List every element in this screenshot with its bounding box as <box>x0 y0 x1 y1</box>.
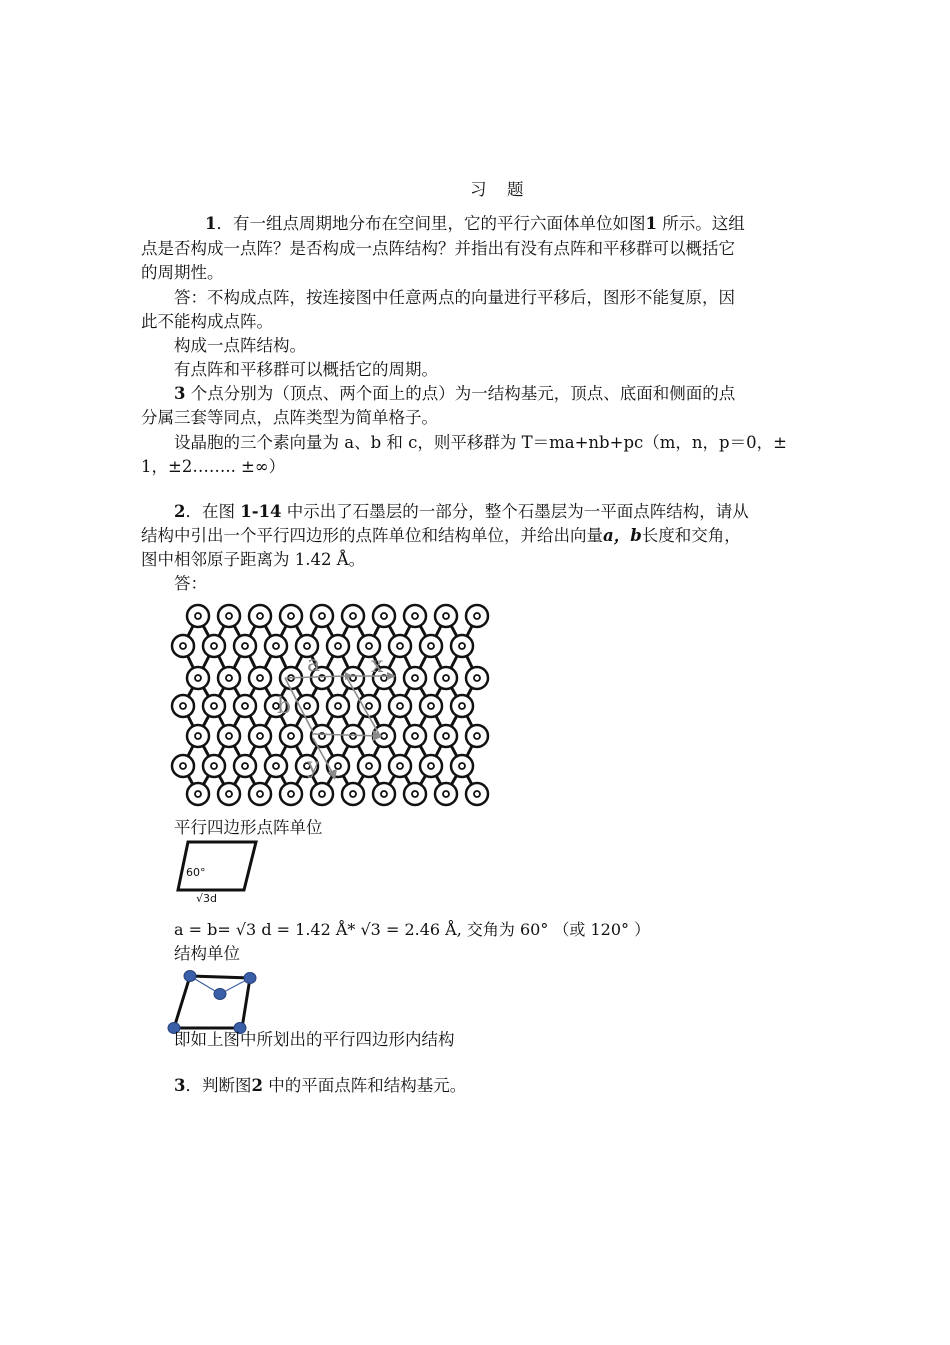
q2-vectors: a，b <box>603 526 642 545</box>
atom-center-dot <box>412 733 418 739</box>
atom-center-dot <box>226 675 232 681</box>
atom-center-dot <box>474 733 480 739</box>
atom-center-dot <box>412 791 418 797</box>
atom-center-dot <box>257 791 263 797</box>
atom-center-dot <box>242 643 248 649</box>
atom-center-dot <box>226 613 232 619</box>
atom-center-dot <box>474 791 480 797</box>
atom-center-dot <box>242 703 248 709</box>
atom-center-dot <box>443 675 449 681</box>
atom-center-dot <box>180 763 186 769</box>
atom-center-dot <box>195 613 201 619</box>
label-b: b <box>277 694 292 719</box>
atom-center-dot <box>474 613 480 619</box>
structure-note: 即如上图中所划出的平行四边形内结构 <box>174 1030 455 1049</box>
atom-center-dot <box>180 703 186 709</box>
structure-unit-label: 结构单位 <box>174 944 240 963</box>
q1-answer-5 <box>174 382 735 406</box>
atom-center-dot <box>350 613 356 619</box>
atom-center-dot <box>428 763 434 769</box>
atom-center-dot <box>366 643 372 649</box>
atom-center-dot <box>443 791 449 797</box>
q2-fig-ref: 1-14 <box>240 502 282 521</box>
q2-number: 2 <box>174 502 186 521</box>
atom-center-dot <box>381 613 387 619</box>
q1-line3: 的周期性。 <box>141 263 224 282</box>
atom-center-dot <box>474 675 480 681</box>
atom-center-dot <box>459 643 465 649</box>
q1-answer-5-text: 个点分别为（顶点、两个面上的点）为一结构基元，顶点、底面和侧面的点 <box>190 384 736 403</box>
q1-line1-end: 所示。这组 <box>662 214 745 233</box>
q1-answer-6: 分属三套等同点，点阵类型为简单格子。 <box>141 408 438 427</box>
atom-center-dot <box>397 763 403 769</box>
atom-center-dot <box>335 703 341 709</box>
atom-center-dot <box>335 763 341 769</box>
label-a: a <box>307 652 321 677</box>
atom-center-dot <box>366 763 372 769</box>
atom-center-dot <box>443 613 449 619</box>
atom-center-dot <box>195 733 201 739</box>
q1-line1-text: ．有一组点周期地分布在空间里，它的平行六面体单位如图 <box>216 214 646 233</box>
q1-line2: 点是否构成一点阵？是否构成一点阵结构？并指出有没有点阵和平移群可以概括它 <box>141 239 735 258</box>
atom-center-dot <box>459 703 465 709</box>
q2-line3: 图中相邻原子距离为 1.42 Å。 <box>141 550 366 569</box>
atom-center-dot <box>397 643 403 649</box>
atom-center-dot <box>412 613 418 619</box>
atom-center-dot <box>381 791 387 797</box>
atom-center-dot <box>428 703 434 709</box>
q3-text-end: 中的平面点阵和结构基元。 <box>268 1076 467 1095</box>
atom-center-dot <box>443 733 449 739</box>
atom-center-dot <box>211 703 217 709</box>
lattice-unit-parallelogram <box>176 838 276 908</box>
q2-line2-text: 结构中引出一个平行四边形的点阵单位和结构单位，并给出向量 <box>141 526 603 545</box>
atom-center-dot <box>195 675 201 681</box>
q2-answer-label: 答： <box>174 574 207 593</box>
q1-line1 <box>205 212 745 236</box>
q1-answer-1: 答：不构成点阵，按连接图中任意两点的向量进行平移后，图形不能复原，因 <box>174 288 735 307</box>
structure-unit-figure <box>166 966 266 1036</box>
q3-text: ．判断图 <box>185 1076 252 1095</box>
atom-center-dot <box>226 791 232 797</box>
atom-center-dot <box>257 675 263 681</box>
atom-center-dot <box>195 791 201 797</box>
q1-answer-2: 此不能构成点阵。 <box>141 312 273 331</box>
q1-answer-4: 有点阵和平移群可以概括它的周期。 <box>174 360 438 379</box>
atom-center-dot <box>242 763 248 769</box>
atom-top-left <box>184 971 196 982</box>
atom-center-dot <box>350 791 356 797</box>
atom-center-dot <box>335 643 341 649</box>
atom-center-dot <box>226 733 232 739</box>
atom-center-dot <box>273 763 279 769</box>
atom-center-dot <box>211 763 217 769</box>
q1-answer-5-num: 3 <box>174 384 186 403</box>
atom-center-dot <box>412 675 418 681</box>
atom-center-dot <box>304 703 310 709</box>
q1-fig-ref: 1 <box>645 214 657 233</box>
atom-center-dot <box>459 763 465 769</box>
q1-number: 1 <box>205 214 217 233</box>
atom-center-dot <box>257 613 263 619</box>
atom-center-dot <box>288 733 294 739</box>
q2-line1 <box>174 500 749 524</box>
q1-answer-3: 构成一点阵结构。 <box>174 336 306 355</box>
q2-line1b: 中示出了石墨层的一部分，整个石墨层为一平面点阵结构，请从 <box>286 502 749 521</box>
graphite-layer-figure <box>175 598 495 808</box>
atom-center-dot <box>288 613 294 619</box>
q2-line1a: ．在图 <box>185 502 235 521</box>
q3-number: 3 <box>174 1076 186 1095</box>
q3-fig-ref: 2 <box>251 1076 263 1095</box>
atom-center-dot <box>273 643 279 649</box>
q1-answer-8: 1，±2…….. ±∞） <box>141 457 286 476</box>
side-label: √3d <box>196 892 217 905</box>
q2-line2-end: 长度和交角， <box>641 526 741 545</box>
angle-label: 60° <box>186 866 206 879</box>
page-title: 习 题 <box>470 180 526 199</box>
label-x: x <box>371 653 384 678</box>
atom-center-dot <box>257 733 263 739</box>
atom-center-dot <box>366 703 372 709</box>
atom-center-dot <box>319 791 325 797</box>
label-y: y <box>307 754 320 779</box>
atom-center-dot <box>211 643 217 649</box>
atom-center <box>214 989 226 1000</box>
q1-answer-7: 设晶胞的三个素向量为 a、b 和 c，则平移群为 T＝ma+nb+pc（m，n，p＝0，± <box>174 433 787 452</box>
q3-line <box>174 1074 466 1098</box>
q2-line2 <box>141 524 741 548</box>
atom-center-dot <box>319 613 325 619</box>
atom-center-dot <box>288 791 294 797</box>
lattice-formula: a = b= √3 d = 1.42 Å* √3 = 2.46 Å, 交角为 60° （或 120° ） <box>174 920 651 939</box>
atom-center-dot <box>397 703 403 709</box>
atom-center-dot <box>180 643 186 649</box>
lattice-unit-label: 平行四边形点阵单位 <box>174 818 323 837</box>
atom-center-dot <box>428 643 434 649</box>
atom-top-right <box>244 973 256 984</box>
atom-center-dot <box>304 643 310 649</box>
